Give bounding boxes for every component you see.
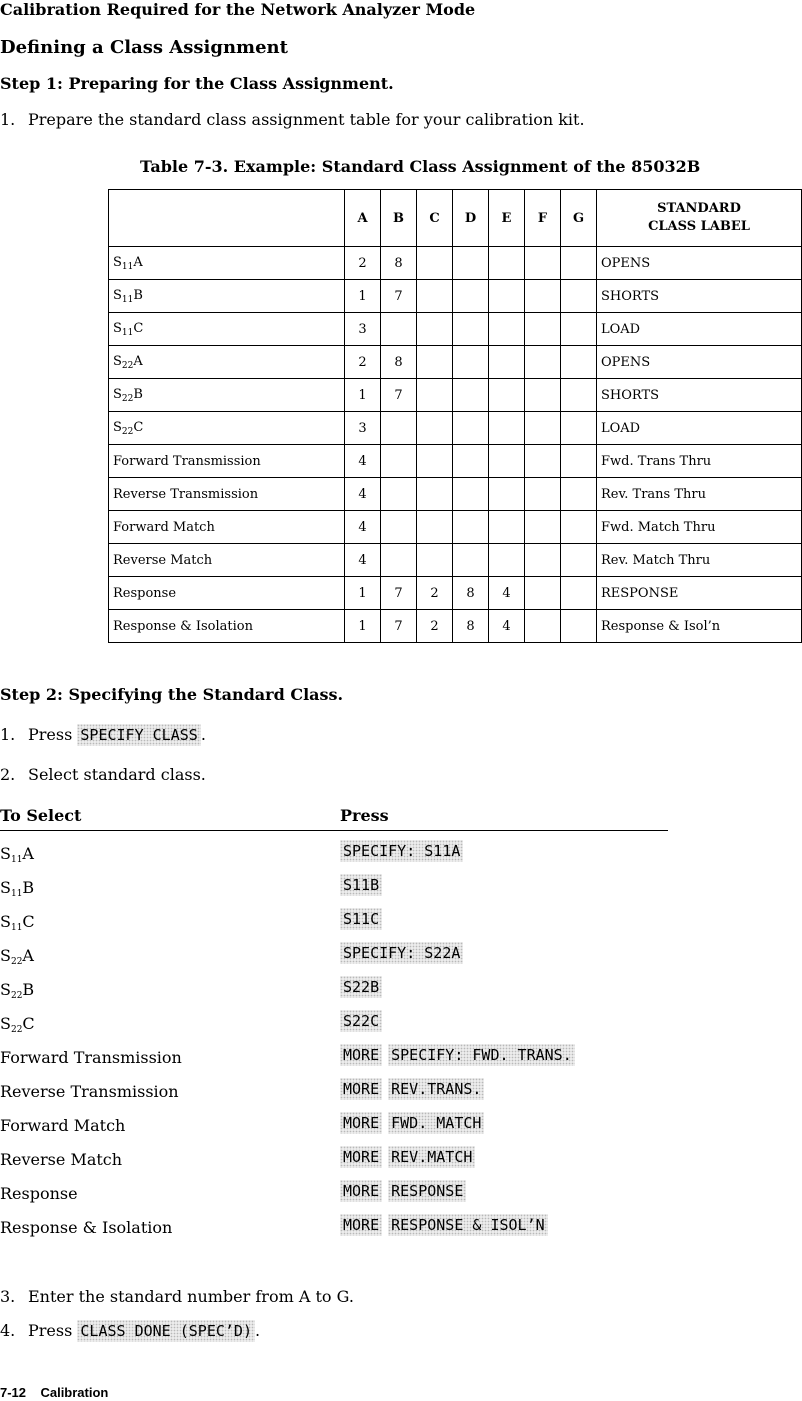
table-row bbox=[109, 544, 802, 577]
row-name: Forward Transmission bbox=[113, 453, 261, 469]
softkey-group bbox=[340, 1044, 581, 1066]
select-row bbox=[0, 1214, 668, 1244]
class-label-cell: Rev. Trans Thru bbox=[597, 478, 802, 511]
class-cell bbox=[561, 280, 597, 313]
class-cell: 4 bbox=[345, 478, 381, 511]
row-standard-name bbox=[109, 478, 345, 511]
softkey-group bbox=[340, 976, 388, 998]
class-cell bbox=[417, 412, 453, 445]
select-label bbox=[0, 1048, 182, 1067]
class-cell bbox=[525, 247, 561, 280]
class-cell: 1 bbox=[345, 379, 381, 412]
row-standard-name bbox=[109, 346, 345, 379]
class-cell bbox=[525, 346, 561, 379]
param-suffix: B bbox=[22, 980, 35, 999]
class-done-key[interactable]: CLASS DONE (SPEC’D) bbox=[77, 1320, 255, 1342]
row-standard-name bbox=[109, 313, 345, 346]
param-letter: S bbox=[113, 386, 122, 402]
class-cell bbox=[381, 412, 417, 445]
class-label-cell: SHORTS bbox=[597, 280, 802, 313]
class-cell bbox=[561, 346, 597, 379]
class-cell bbox=[453, 280, 489, 313]
class-cell bbox=[417, 280, 453, 313]
class-cell bbox=[381, 478, 417, 511]
class-cell bbox=[525, 280, 561, 313]
class-cell bbox=[489, 445, 525, 478]
class-cell: 1 bbox=[345, 577, 381, 610]
specify-class-key[interactable]: SPECIFY CLASS bbox=[77, 724, 200, 746]
item-number: 2. bbox=[0, 765, 16, 784]
param-suffix: B bbox=[22, 878, 35, 897]
table-header-row bbox=[109, 190, 802, 247]
softkey-more[interactable]: MORE bbox=[340, 1180, 382, 1202]
class-cell bbox=[561, 445, 597, 478]
class-cell bbox=[489, 511, 525, 544]
class-cell: 4 bbox=[345, 511, 381, 544]
softkey-s22b[interactable]: S22B bbox=[340, 976, 382, 998]
class-cell bbox=[525, 478, 561, 511]
row-standard-name bbox=[109, 610, 345, 643]
item-number: 1. bbox=[0, 725, 16, 744]
class-cell: 2 bbox=[345, 346, 381, 379]
punctuation: . bbox=[200, 725, 206, 744]
class-cell bbox=[453, 313, 489, 346]
softkey-rev-match[interactable]: REV.MATCH bbox=[388, 1146, 475, 1168]
step2-item4 bbox=[0, 1320, 260, 1342]
class-assignment-table bbox=[108, 189, 802, 643]
class-cell: 3 bbox=[345, 313, 381, 346]
table-row bbox=[109, 247, 802, 280]
softkey-specify-fwd-trans[interactable]: SPECIFY: FWD. TRANS. bbox=[388, 1044, 575, 1066]
softkey-specify-s11a[interactable]: SPECIFY: S11A bbox=[340, 840, 463, 862]
class-cell bbox=[381, 511, 417, 544]
table-row bbox=[109, 346, 802, 379]
softkey-more[interactable]: MORE bbox=[340, 1044, 382, 1066]
class-cell: 2 bbox=[345, 247, 381, 280]
header-label-line1: STANDARD bbox=[657, 201, 741, 216]
softkey-s11b[interactable]: S11B bbox=[340, 874, 382, 896]
select-row bbox=[0, 1010, 668, 1040]
softkey-response-isol-n[interactable]: RESPONSE & ISOL’N bbox=[388, 1214, 548, 1236]
row-name: Response & Isolation bbox=[0, 1218, 173, 1237]
class-cell bbox=[525, 544, 561, 577]
row-name: Forward Match bbox=[0, 1116, 126, 1135]
table-caption: Table 7-3. Example: Standard Class Assignment of the 85032B bbox=[140, 157, 701, 176]
press-word: Press bbox=[28, 1321, 73, 1340]
param-letter: S bbox=[113, 419, 122, 435]
select-row bbox=[0, 976, 668, 1006]
row-name: Reverse Match bbox=[113, 552, 213, 568]
class-cell bbox=[561, 511, 597, 544]
row-name: Forward Transmission bbox=[0, 1048, 182, 1067]
class-cell bbox=[561, 610, 597, 643]
softkey-s22c[interactable]: S22C bbox=[340, 1010, 382, 1032]
class-cell bbox=[525, 445, 561, 478]
class-cell: 1 bbox=[345, 280, 381, 313]
softkey-more[interactable]: MORE bbox=[340, 1078, 382, 1100]
select-label bbox=[0, 1014, 35, 1035]
class-label-cell: LOAD bbox=[597, 313, 802, 346]
class-cell bbox=[561, 379, 597, 412]
class-cell bbox=[489, 379, 525, 412]
softkey-rev-trans[interactable]: REV.TRANS. bbox=[388, 1078, 484, 1100]
softkey-group bbox=[340, 1112, 490, 1134]
to-select-heading: To Select bbox=[0, 806, 82, 825]
step2-item1 bbox=[0, 724, 206, 746]
header-col-f: F bbox=[525, 190, 561, 247]
class-cell bbox=[381, 313, 417, 346]
class-cell bbox=[417, 346, 453, 379]
table-row bbox=[109, 445, 802, 478]
class-cell bbox=[525, 313, 561, 346]
select-row bbox=[0, 874, 668, 904]
page-footer: 7-12 Calibration bbox=[0, 1385, 109, 1400]
class-cell bbox=[489, 247, 525, 280]
softkey-group bbox=[340, 1078, 490, 1100]
select-row bbox=[0, 942, 668, 972]
param-subscript: 22 bbox=[10, 991, 23, 1001]
row-name: Response bbox=[113, 585, 177, 601]
step1-item1 bbox=[0, 110, 585, 129]
step2-item3 bbox=[0, 1287, 354, 1306]
class-label-cell: Fwd. Trans Thru bbox=[597, 445, 802, 478]
class-cell: 4 bbox=[489, 577, 525, 610]
param-subscript: 22 bbox=[121, 393, 134, 404]
class-cell: 2 bbox=[417, 577, 453, 610]
item-text: Select standard class. bbox=[28, 765, 206, 784]
class-cell: 2 bbox=[417, 610, 453, 643]
class-label-cell: OPENS bbox=[597, 346, 802, 379]
press-heading: Press bbox=[340, 806, 389, 825]
class-cell bbox=[417, 478, 453, 511]
select-label bbox=[0, 1218, 172, 1237]
class-cell: 8 bbox=[381, 247, 417, 280]
header-col-c: C bbox=[417, 190, 453, 247]
class-cell bbox=[453, 346, 489, 379]
header-label-line2: CLASS LABEL bbox=[648, 219, 750, 234]
param-subscript: 11 bbox=[121, 327, 134, 338]
class-cell: 3 bbox=[345, 412, 381, 445]
class-cell bbox=[453, 445, 489, 478]
punctuation: . bbox=[255, 1321, 261, 1340]
select-row bbox=[0, 1112, 668, 1142]
class-cell bbox=[561, 247, 597, 280]
class-label-cell: Response & Isol’n bbox=[597, 610, 802, 643]
page-header: Calibration Required for the Network Analyzer Mode bbox=[0, 0, 476, 19]
select-label bbox=[0, 1184, 78, 1203]
class-cell bbox=[453, 379, 489, 412]
class-cell bbox=[453, 511, 489, 544]
item-number: 4. bbox=[0, 1321, 16, 1340]
class-cell: 7 bbox=[381, 280, 417, 313]
param-subscript: 11 bbox=[121, 261, 134, 272]
param-subscript: 22 bbox=[121, 360, 134, 371]
row-standard-name bbox=[109, 412, 345, 445]
class-cell bbox=[525, 577, 561, 610]
param-letter: S bbox=[0, 1014, 11, 1033]
param-subscript: 11 bbox=[10, 889, 23, 899]
param-suffix: A bbox=[22, 844, 34, 863]
class-cell: 8 bbox=[453, 577, 489, 610]
param-letter: S bbox=[113, 353, 122, 369]
softkey-group bbox=[340, 1214, 554, 1236]
class-cell bbox=[561, 544, 597, 577]
row-name: Reverse Transmission bbox=[113, 486, 259, 502]
header-standard-class-label bbox=[597, 190, 802, 247]
table-row bbox=[109, 280, 802, 313]
softkey-s11c[interactable]: S11C bbox=[340, 908, 382, 930]
softkey-more[interactable]: MORE bbox=[340, 1214, 382, 1236]
softkey-more[interactable]: MORE bbox=[340, 1112, 382, 1134]
class-cell bbox=[489, 478, 525, 511]
param-suffix: B bbox=[133, 386, 143, 402]
param-letter: S bbox=[113, 287, 122, 303]
param-suffix: C bbox=[133, 320, 144, 336]
table-row bbox=[109, 412, 802, 445]
class-cell bbox=[561, 412, 597, 445]
param-letter: S bbox=[113, 254, 122, 270]
select-row bbox=[0, 1146, 668, 1176]
select-label bbox=[0, 1116, 125, 1135]
step2-heading: Step 2: Specifying the Standard Class. bbox=[0, 685, 344, 704]
param-letter: S bbox=[0, 980, 11, 999]
row-name: Response & Isolation bbox=[113, 618, 253, 634]
class-label-cell: LOAD bbox=[597, 412, 802, 445]
row-standard-name bbox=[109, 280, 345, 313]
param-subscript: 11 bbox=[10, 855, 23, 865]
table-row bbox=[109, 379, 802, 412]
section-title: Defining a Class Assignment bbox=[0, 37, 288, 58]
select-table-header bbox=[0, 806, 668, 831]
header-col-d: D bbox=[453, 190, 489, 247]
class-cell: 7 bbox=[381, 379, 417, 412]
param-suffix: A bbox=[133, 353, 143, 369]
softkey-group bbox=[340, 942, 469, 964]
row-standard-name bbox=[109, 577, 345, 610]
header-col-g: G bbox=[561, 190, 597, 247]
param-suffix: C bbox=[133, 419, 144, 435]
class-cell bbox=[489, 280, 525, 313]
select-row bbox=[0, 1078, 668, 1108]
table-row bbox=[109, 313, 802, 346]
select-label bbox=[0, 844, 34, 865]
class-cell: 1 bbox=[345, 610, 381, 643]
select-label bbox=[0, 980, 34, 1001]
class-label-cell: OPENS bbox=[597, 247, 802, 280]
class-cell bbox=[417, 511, 453, 544]
class-cell bbox=[561, 313, 597, 346]
softkey-group bbox=[340, 1180, 472, 1202]
class-cell bbox=[489, 346, 525, 379]
table-row bbox=[109, 577, 802, 610]
class-cell: 8 bbox=[453, 610, 489, 643]
class-cell bbox=[525, 511, 561, 544]
select-label bbox=[0, 946, 34, 967]
param-suffix: A bbox=[22, 946, 34, 965]
class-cell: 4 bbox=[345, 544, 381, 577]
table-row bbox=[109, 511, 802, 544]
class-cell bbox=[489, 313, 525, 346]
param-suffix: A bbox=[133, 254, 143, 270]
class-cell bbox=[381, 544, 417, 577]
class-cell bbox=[525, 412, 561, 445]
class-cell bbox=[453, 247, 489, 280]
row-standard-name bbox=[109, 445, 345, 478]
table-row bbox=[109, 478, 802, 511]
select-label bbox=[0, 878, 34, 899]
select-row bbox=[0, 908, 668, 938]
class-cell bbox=[561, 478, 597, 511]
softkey-response[interactable]: RESPONSE bbox=[388, 1180, 466, 1202]
param-letter: S bbox=[113, 320, 122, 336]
step1-heading: Step 1: Preparing for the Class Assignment. bbox=[0, 74, 394, 93]
param-subscript: 22 bbox=[10, 957, 23, 967]
param-suffix: B bbox=[133, 287, 143, 303]
row-standard-name bbox=[109, 379, 345, 412]
class-cell bbox=[417, 247, 453, 280]
select-row bbox=[0, 1180, 668, 1210]
header-col-a: A bbox=[345, 190, 381, 247]
row-standard-name bbox=[109, 247, 345, 280]
class-cell: 8 bbox=[381, 346, 417, 379]
class-cell bbox=[417, 544, 453, 577]
header-empty-cell bbox=[109, 190, 345, 247]
class-cell bbox=[417, 313, 453, 346]
softkey-specify-s22a[interactable]: SPECIFY: S22A bbox=[340, 942, 463, 964]
class-label-cell: Fwd. Match Thru bbox=[597, 511, 802, 544]
softkey-more[interactable]: MORE bbox=[340, 1146, 382, 1168]
param-subscript: 11 bbox=[10, 923, 23, 933]
header-col-e: E bbox=[489, 190, 525, 247]
class-cell bbox=[489, 412, 525, 445]
softkey-group bbox=[340, 1146, 481, 1168]
softkey-group bbox=[340, 840, 469, 862]
class-cell bbox=[525, 610, 561, 643]
row-standard-name bbox=[109, 544, 345, 577]
class-cell bbox=[381, 445, 417, 478]
item-text: Prepare the standard class assignment table for your calibration kit. bbox=[28, 110, 585, 129]
item-number: 1. bbox=[0, 110, 16, 129]
param-letter: S bbox=[0, 912, 11, 931]
select-label bbox=[0, 1082, 179, 1101]
param-suffix: C bbox=[22, 912, 35, 931]
class-cell bbox=[417, 445, 453, 478]
class-cell: 4 bbox=[345, 445, 381, 478]
class-cell bbox=[417, 379, 453, 412]
class-cell bbox=[453, 412, 489, 445]
param-subscript: 22 bbox=[121, 426, 134, 437]
select-label bbox=[0, 1150, 122, 1169]
item-text: Enter the standard number from A to G. bbox=[28, 1287, 354, 1306]
class-cell: 4 bbox=[489, 610, 525, 643]
softkey-group bbox=[340, 908, 388, 930]
softkey-group bbox=[340, 1010, 388, 1032]
class-cell bbox=[453, 478, 489, 511]
row-name: Forward Match bbox=[113, 519, 215, 535]
class-cell bbox=[561, 577, 597, 610]
softkey-fwd-match[interactable]: FWD. MATCH bbox=[388, 1112, 484, 1134]
item-number: 3. bbox=[0, 1287, 16, 1306]
param-letter: S bbox=[0, 878, 11, 897]
row-name: Reverse Transmission bbox=[0, 1082, 179, 1101]
class-label-cell: SHORTS bbox=[597, 379, 802, 412]
row-standard-name bbox=[109, 511, 345, 544]
param-letter: S bbox=[0, 844, 11, 863]
class-label-cell: Rev. Match Thru bbox=[597, 544, 802, 577]
class-cell bbox=[525, 379, 561, 412]
param-suffix: C bbox=[22, 1014, 35, 1033]
softkey-group bbox=[340, 874, 388, 896]
select-label bbox=[0, 912, 35, 933]
press-word: Press bbox=[28, 725, 73, 744]
table-row bbox=[109, 610, 802, 643]
class-cell: 7 bbox=[381, 577, 417, 610]
select-row bbox=[0, 1044, 668, 1074]
header-col-b: B bbox=[381, 190, 417, 247]
class-label-cell: RESPONSE bbox=[597, 577, 802, 610]
param-subscript: 11 bbox=[121, 294, 134, 305]
row-name: Reverse Match bbox=[0, 1150, 123, 1169]
step2-item2 bbox=[0, 765, 206, 784]
class-cell bbox=[453, 544, 489, 577]
row-name: Response bbox=[0, 1184, 78, 1203]
select-row bbox=[0, 840, 668, 870]
class-cell bbox=[489, 544, 525, 577]
param-subscript: 22 bbox=[10, 1025, 23, 1035]
param-letter: S bbox=[0, 946, 11, 965]
class-cell: 7 bbox=[381, 610, 417, 643]
